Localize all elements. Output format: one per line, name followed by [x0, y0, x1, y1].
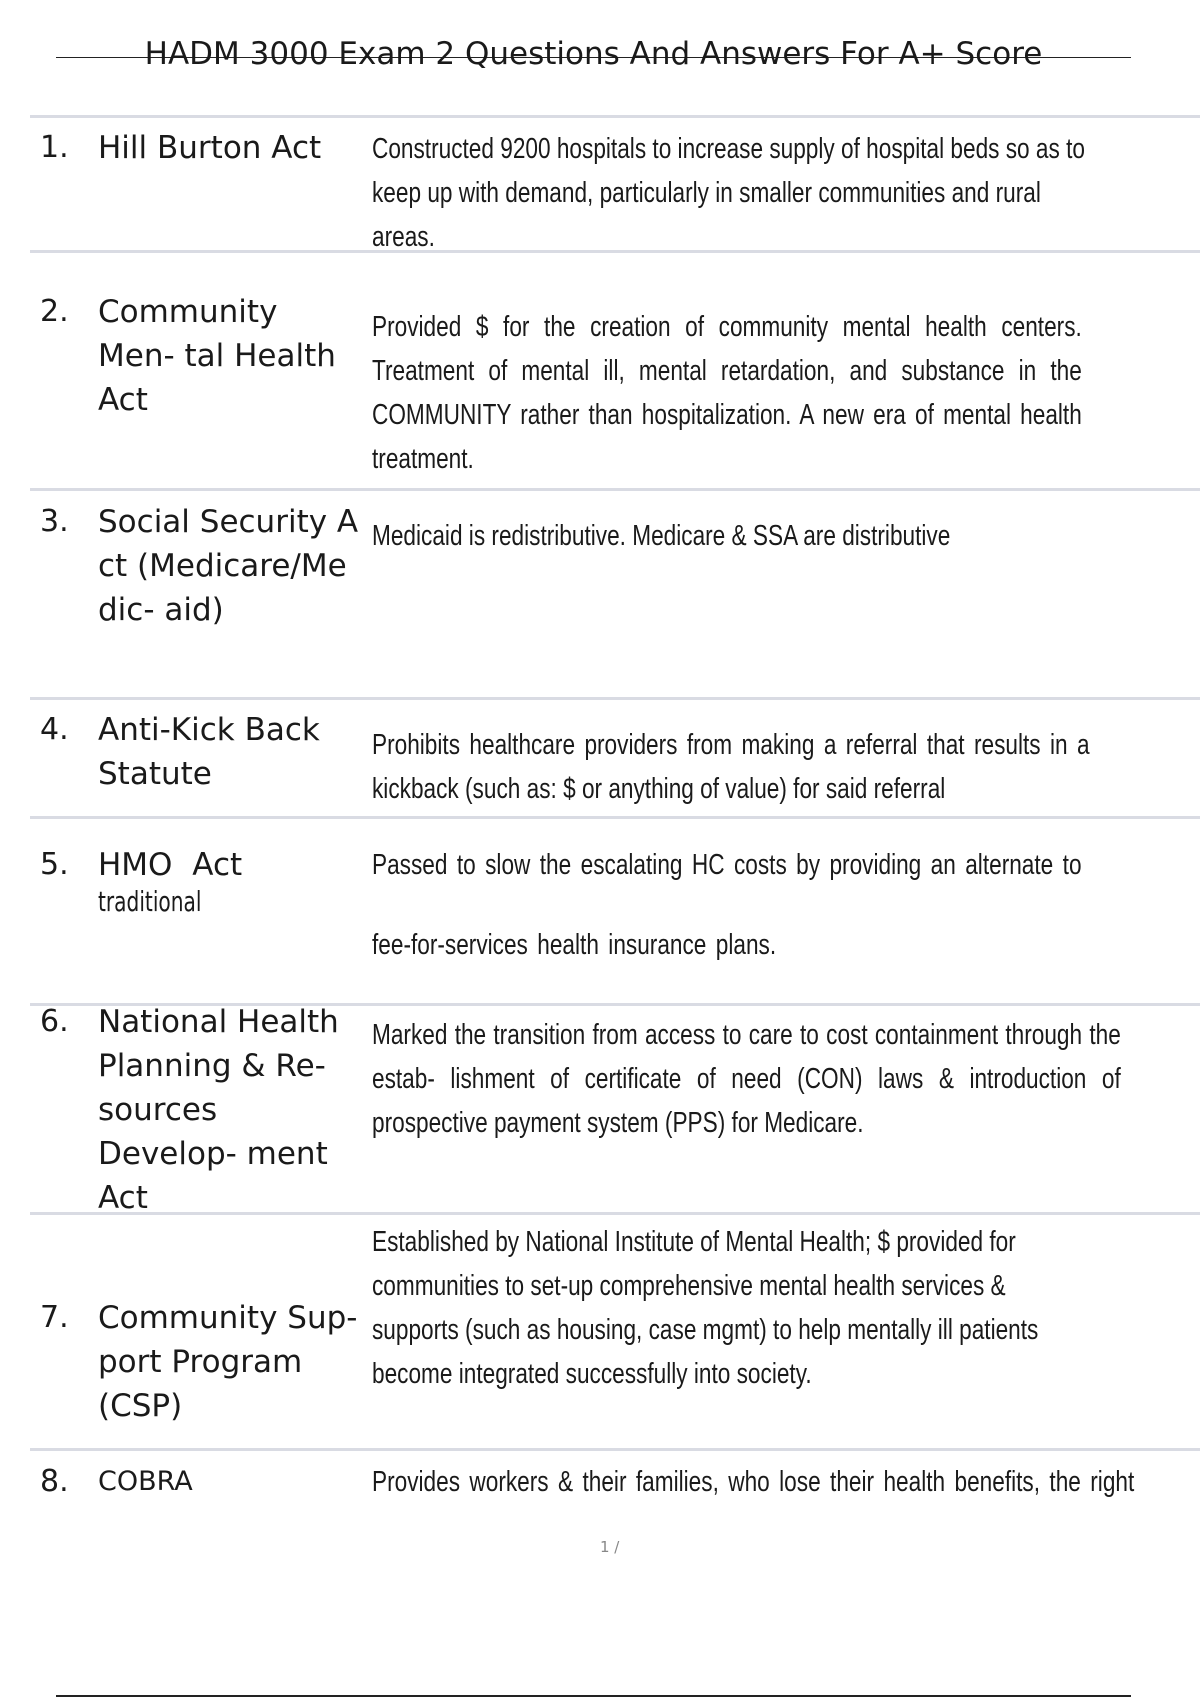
item-number: 3.	[40, 504, 69, 539]
item-term: National Health Planning & Re- sources Develop- ment Act	[98, 1004, 339, 1216]
item-number: 4.	[40, 712, 69, 747]
row-divider	[30, 697, 1200, 700]
item-number: 1.	[40, 130, 69, 165]
item-term: Community Men- tal Health Act	[98, 294, 336, 418]
item-number: 7.	[40, 1300, 69, 1335]
row-divider	[30, 115, 1200, 118]
item-definition: Prohibits healthcare providers from making a referral that results in a kickback (such as: $ or anything of value) for said referral	[372, 729, 1090, 805]
page-title: HADM 3000 Exam 2 Questions And Answers For A+ Score	[144, 36, 1043, 72]
item-term: HMO Act	[98, 847, 243, 883]
row-divider	[30, 488, 1200, 491]
page-number: 1 /	[600, 1538, 620, 1556]
page-header	[56, 30, 1131, 80]
item-definition: Passed to slow the escalating HC costs by providing an alternate to	[372, 849, 1082, 881]
item-definition: Marked the transition from access to care to cost containment through the estab- lishment of certificate of need (CON) laws & introduction of prospective payment system (PPS) for Medicare.	[372, 1019, 1121, 1139]
footer-rule	[56, 1695, 1131, 1697]
item-definition: Provided $ for the creation of community mental health centers. Treatment of mental ill, mental retardation, and substance in the COMMUNITY rather than hospitalization. A new era of mental health treatment.	[372, 311, 1082, 475]
item-definition: Medicaid is redistributive. Medicare & SSA are distributive	[372, 520, 951, 552]
item-term: Hill Burton Act	[98, 130, 322, 166]
item-term: COBRA	[98, 1466, 193, 1497]
item-term-note: traditional	[98, 885, 202, 918]
item-term: Anti-Kick Back Statute	[98, 712, 320, 792]
item-definition: Established by National Institute of Mental Health; $ provided for communities to set-up comprehensive mental health services & supports (such as housing, case mgmt) to help mentally ill patients become integrated successfully into society.	[372, 1226, 1039, 1390]
item-term: Community Sup- port Program (CSP)	[98, 1300, 358, 1424]
row-divider	[30, 1448, 1200, 1451]
item-definition-continued: fee-for-services health insurance plans.	[372, 929, 777, 961]
item-number: 2.	[40, 294, 69, 329]
item-number: 6.	[40, 1004, 69, 1039]
item-number: 8.	[40, 1464, 69, 1499]
item-definition: Constructed 9200 hospitals to increase supply of hospital beds so as to keep up with demand, particularly in smaller communities and rural areas.	[372, 133, 1085, 253]
item-term: Social Security Act (Medicare/Medic- aid)	[98, 504, 359, 628]
item-definition: Provides workers & their families, who lose their health benefits, the right	[372, 1466, 1135, 1498]
row-divider	[30, 816, 1200, 819]
item-number: 5.	[40, 847, 69, 882]
